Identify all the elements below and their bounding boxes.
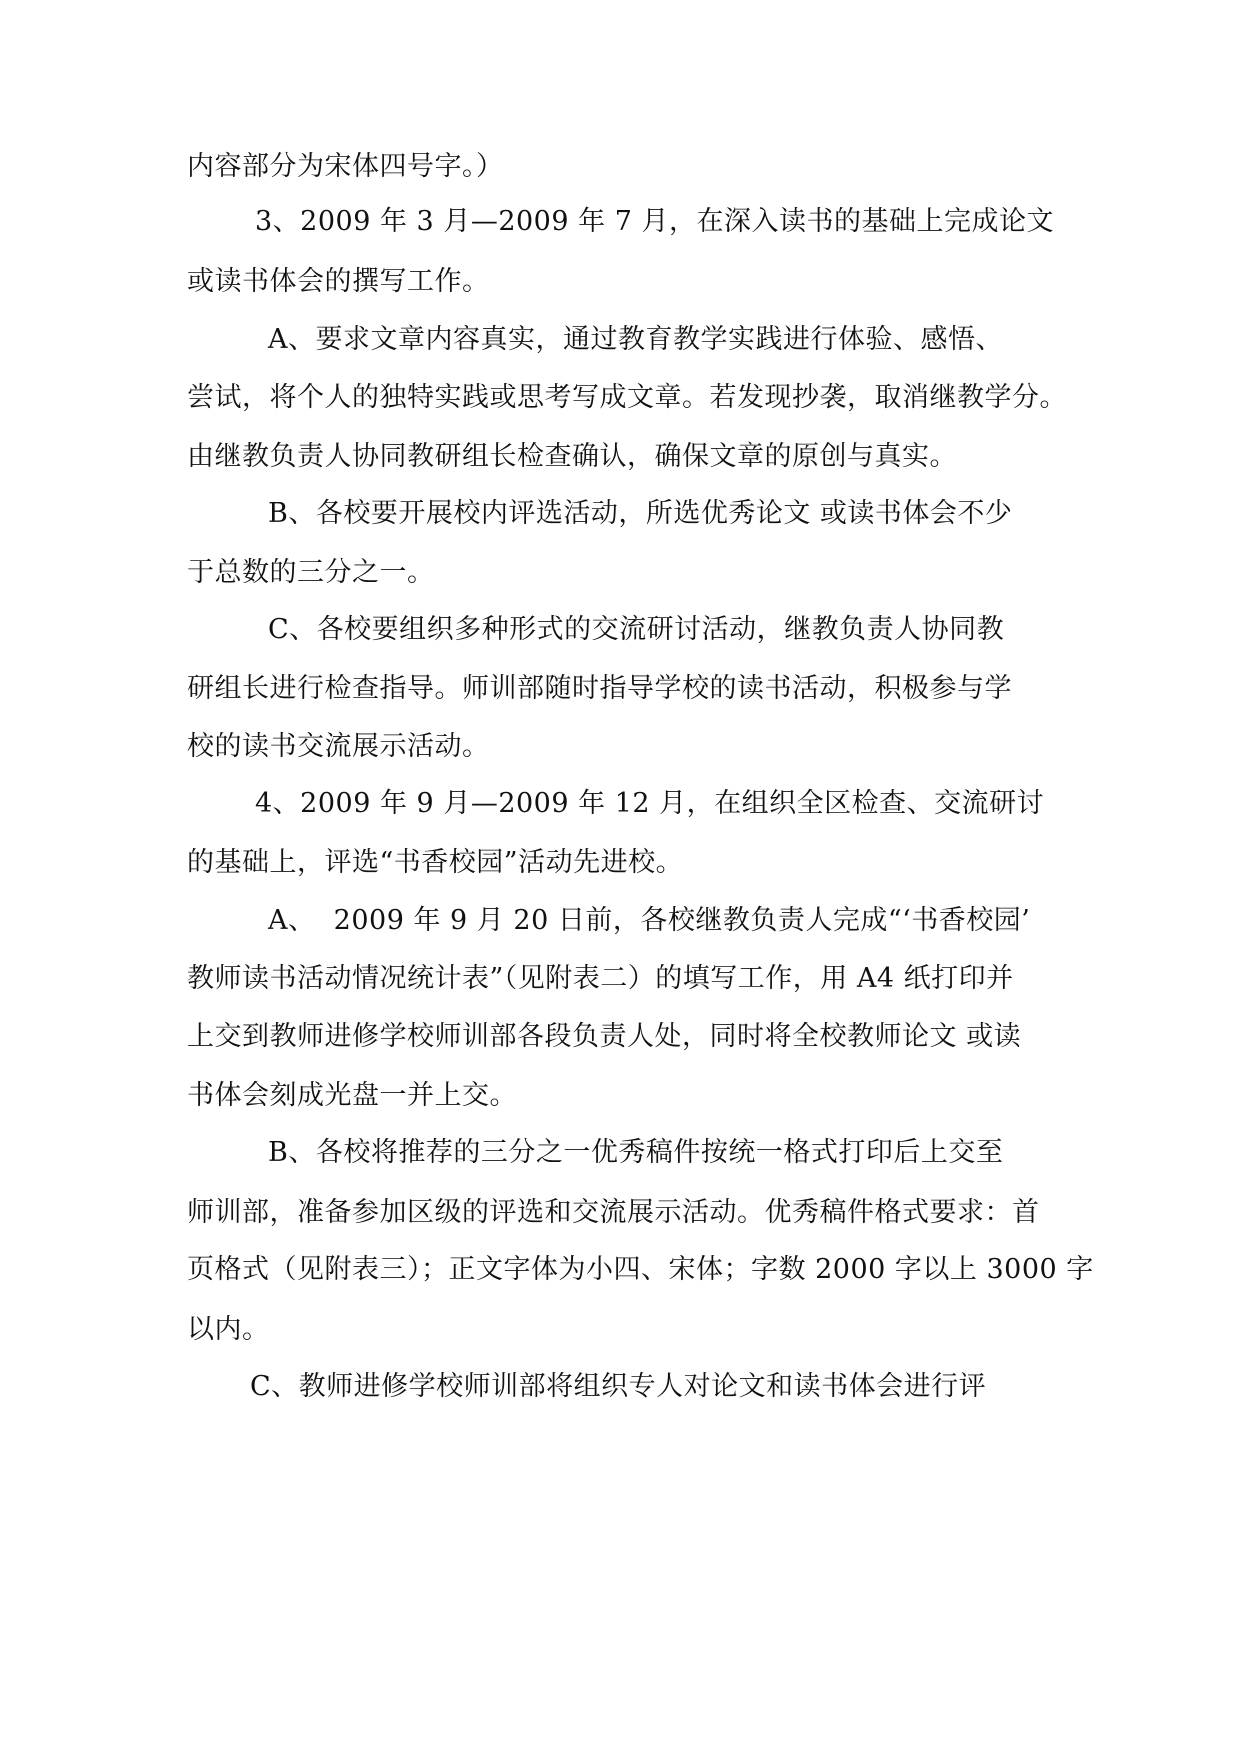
text-line: 师训部，准备参加区级的评选和交流展示活动。优秀稿件格式要求：首 [187,1197,1040,1228]
text-line: B、各校将推荐的三分之一优秀稿件按统一格式打印后上交至 [268,1137,1004,1168]
text-line: 校的读书交流展示活动。 [187,731,490,762]
text-line: 书体会刻成光盘一并上交。 [187,1080,517,1111]
text-line: 研组长进行检查指导。师训部随时指导学校的读书活动，积极参与学 [187,673,1012,704]
text-line: 或读书体会的撰写工作。 [187,266,490,297]
text-line: A、要求文章内容真实，通过教育教学实践进行体验、感悟、 [268,324,1003,355]
text-line: 页格式（见附表三）；正文字体为小四、宋体；字数 2000 字以上 3000 字 [187,1254,1094,1285]
text-line: 于总数的三分之一。 [187,557,435,588]
text-line: 上交到教师进修学校师训部各段负责人处，同时将全校教师论文 或读 [187,1021,1022,1052]
text-line: B、各校要开展校内评选活动，所选优秀论文 或读书体会不少 [268,498,1013,529]
text-line: C、教师进修学校师训部将组织专人对论文和读书体会进行评 [250,1371,987,1402]
text-line: C、各校要组织多种形式的交流研讨活动，继教负责人协同教 [268,614,1005,645]
text-line: 4、2009 年 9 月—2009 年 12 月，在组织全区检查、交流研讨 [255,788,1045,819]
text-line: 的基础上，评选“书香校园”活动先进校。 [187,847,684,878]
text-line: 教师读书活动情况统计表”（见附表二）的填写工作，用 A4 纸打印并 [187,963,1014,994]
text-line: A、 2009 年 9 月 20 日前，各校继教负责人完成“‘书香校园’ [268,905,1031,936]
text-line: 内容部分为宋体四号字。） [187,151,504,182]
text-line: 以内。 [187,1314,270,1345]
text-line: 尝试，将个人的独特实践或思考写成文章。若发现抄袭，取消继教学分。 [187,382,1067,413]
text-line: 3、2009 年 3 月—2009 年 7 月，在深入读书的基础上完成论文 [255,206,1054,237]
text-line: 由继教负责人协同教研组长检查确认，确保文章的原创与真实。 [187,441,957,472]
